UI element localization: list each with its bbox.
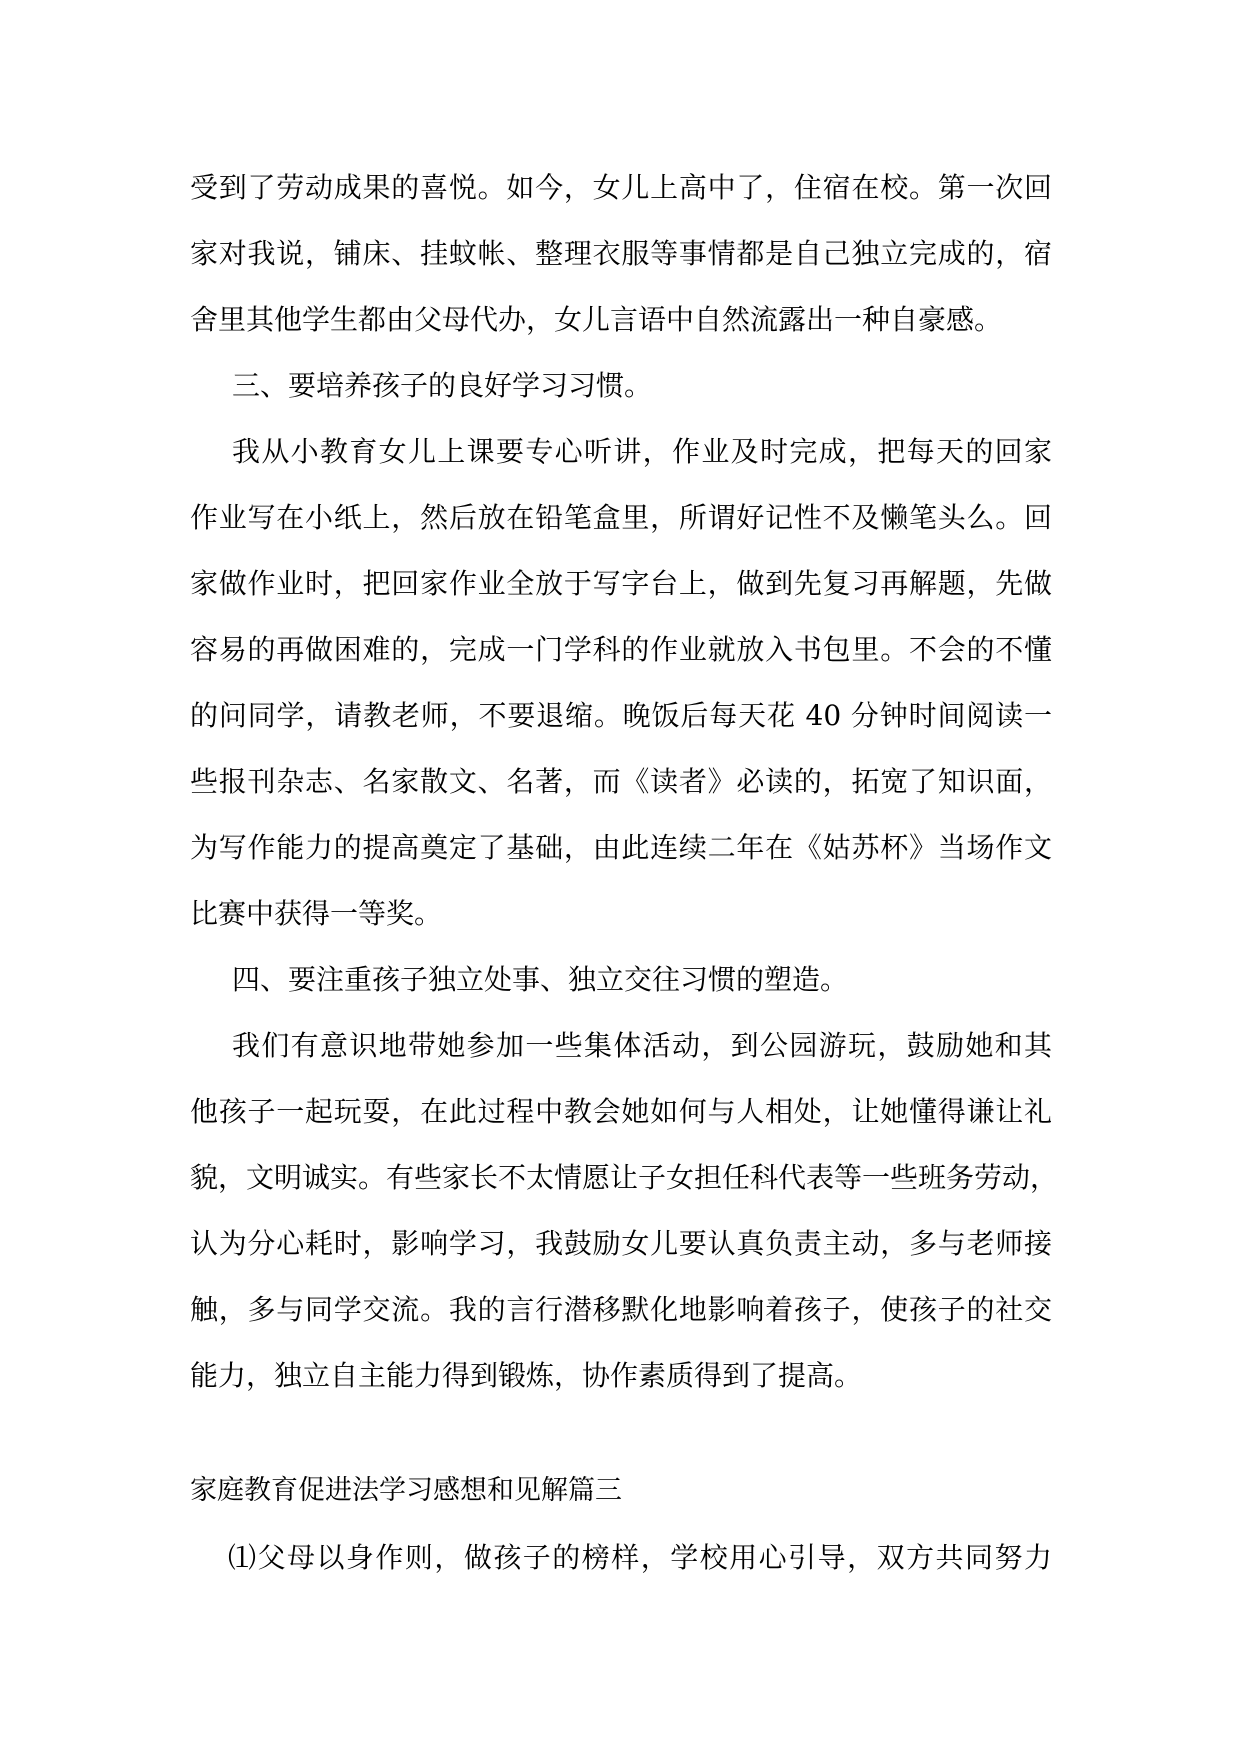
paragraph-line: 触，多与同学交流。我的言行潜移默化地影响着孩子，使孩子的社交	[190, 1293, 1052, 1326]
paragraph-line: 家对我说，铺床、挂蚊帐、整理衣服等事情都是自己独立完成的，宿	[190, 237, 1052, 270]
paragraph-line: 容易的再做困难的，完成一门学科的作业就放入书包里。不会的不懂	[190, 633, 1052, 666]
paragraph-line: 些报刊杂志、名家散文、名著，而《读者》必读的，拓宽了知识面，	[190, 765, 1052, 798]
paragraph-line: ⑴父母以身作则，做孩子的榜样，学校用心引导，双方共同努力	[228, 1541, 1052, 1574]
paragraph-line: 貌，文明诚实。有些家长不太情愿让子女担任科代表等一些班务劳动，	[190, 1161, 1059, 1194]
section-heading-3: 三、要培养孩子的良好学习习惯。	[232, 369, 653, 402]
paragraph-line: 我们有意识地带她参加一些集体活动，到公园游玩，鼓励她和其	[232, 1029, 1052, 1062]
section-heading-4: 四、要注重孩子独立处事、独立交往习惯的塑造。	[232, 963, 849, 996]
paragraph-line: 作业写在小纸上，然后放在铅笔盒里，所谓好记性不及懒笔头么。回	[190, 501, 1052, 534]
paragraph-line: 舍里其他学生都由父母代办，女儿言语中自然流露出一种自豪感。	[190, 303, 1003, 336]
chapter-title: 家庭教育促进法学习感想和见解篇三	[190, 1475, 622, 1506]
paragraph-line: 我从小教育女儿上课要专心听讲，作业及时完成，把每天的回家	[232, 435, 1052, 468]
paragraph-line: 的问同学，请教老师，不要退缩。晚饭后每天花 40 分钟时间阅读一	[190, 699, 1052, 732]
paragraph-line: 比赛中获得一等奖。	[190, 897, 443, 930]
paragraph-line: 为写作能力的提高奠定了基础，由此连续二年在《姑苏杯》当场作文	[190, 831, 1052, 864]
paragraph-line: 认为分心耗时，影响学习，我鼓励女儿要认真负责主动，多与老师接	[190, 1227, 1052, 1260]
paragraph-line: 能力，独立自主能力得到锻炼，协作素质得到了提高。	[190, 1359, 863, 1392]
paragraph-line: 他孩子一起玩耍，在此过程中教会她如何与人相处，让她懂得谦让礼	[190, 1095, 1052, 1128]
paragraph-line: 家做作业时，把回家作业全放于写字台上，做到先复习再解题，先做	[190, 567, 1052, 600]
paragraph-line: 受到了劳动成果的喜悦。如今，女儿上高中了，住宿在校。第一次回	[190, 171, 1052, 204]
